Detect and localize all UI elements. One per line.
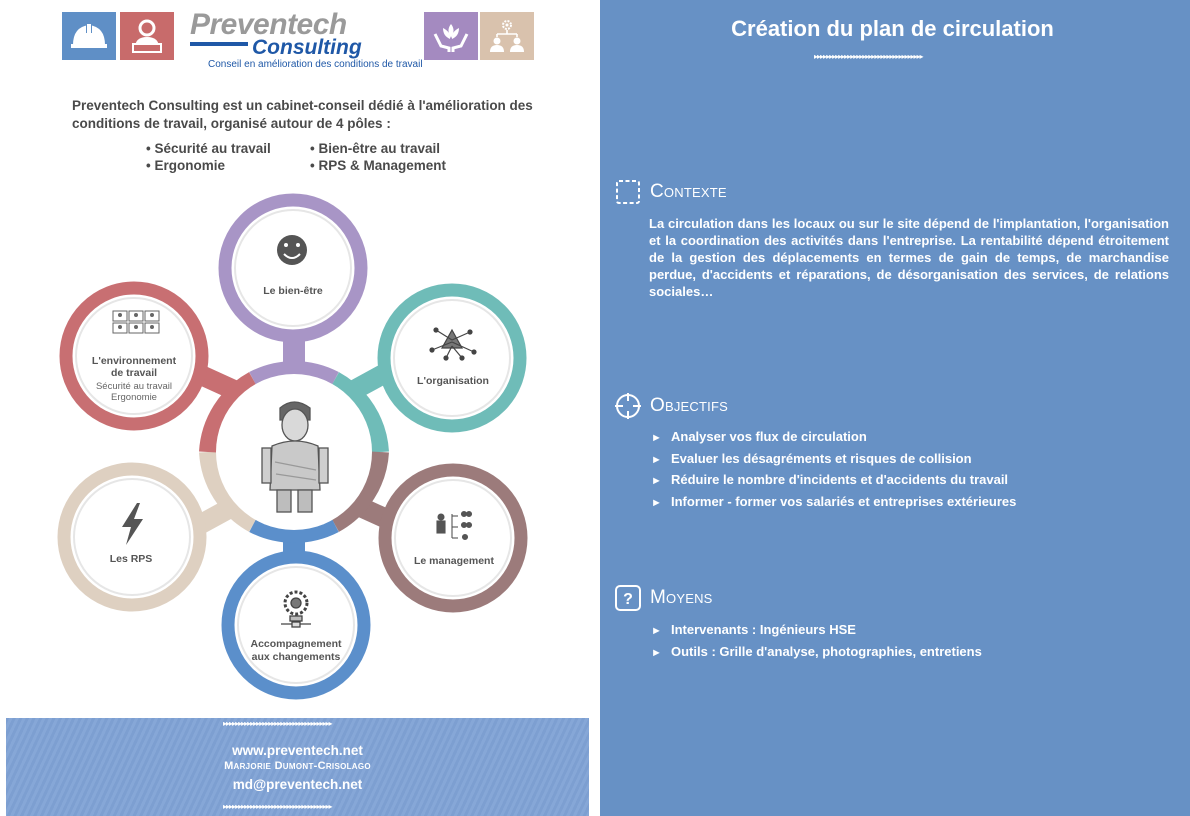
footer-email[interactable]: md@preventech.net — [232, 777, 363, 792]
list-item: ► Intervenants : Ingénieurs HSE — [651, 620, 982, 642]
brand-name: Preventech — [190, 8, 347, 41]
footer — [6, 718, 589, 816]
node-label-2: aux changements — [251, 651, 341, 663]
hands-lotus-icon — [424, 12, 478, 60]
node-label: Le bien-être — [263, 285, 323, 297]
node-bien-etre — [225, 200, 361, 336]
contact-last-name: Dumont-Crisolago — [274, 760, 371, 772]
brand-bar — [190, 42, 248, 46]
section-objectifs-header — [614, 392, 728, 420]
arrow-right-icon: ► — [651, 475, 662, 487]
moyens-list — [651, 620, 982, 663]
node-organisation — [384, 290, 520, 426]
brand-tagline: Conseil en amélioration des conditions de travail — [208, 59, 423, 70]
arrow-right-icon: ► — [651, 453, 662, 466]
people-gear-icon — [480, 12, 534, 60]
contact-first-name: Marjorie — [224, 760, 272, 772]
chevron-divider: ▸▸▸▸▸▸▸▸▸▸▸▸▸▸▸▸▸▸▸▸▸▸▸▸▸▸▸▸▸▸▸▸▸▸▸▸ — [223, 804, 332, 810]
node-label-2: de travail — [110, 367, 158, 379]
node-label: L'environnement — [91, 355, 177, 367]
node-sub: Sécurité au travail — [95, 381, 173, 392]
node-label: L'organisation — [417, 375, 489, 387]
brand-logo — [190, 8, 423, 70]
pole-item: • RPS & Management — [310, 158, 447, 173]
section-title: Contexte — [650, 181, 727, 202]
right-panel — [600, 0, 1190, 816]
intro-text: Preventech Consulting est un cabinet-conseil dédié à l'amélioration des conditions de travail, organisé autour de 4 pôles : — [72, 98, 533, 131]
node-label: Accompagnement — [250, 638, 342, 650]
svg-text:?: ? — [623, 591, 633, 608]
arrow-right-icon: ► — [651, 496, 662, 509]
arrow-right-icon: ► — [651, 625, 662, 637]
poles-diagram — [40, 180, 570, 710]
section-contexte-header — [614, 178, 727, 206]
smiley-icon — [277, 235, 307, 265]
arrow-right-icon: ► — [651, 432, 662, 444]
list-item: ► Analyser vos flux de circulation — [651, 427, 1016, 449]
node-accompagnement — [228, 557, 364, 693]
section-title: Moyens — [650, 587, 713, 608]
section-title: Objectifs — [650, 395, 728, 416]
node-label: Le management — [414, 555, 494, 567]
target-icon — [614, 392, 642, 420]
section-moyens-header — [614, 584, 713, 612]
list-item: ► Evaluer les désagréments et risques de collision — [651, 449, 1016, 471]
objectifs-list — [651, 427, 1016, 513]
pole-item: • Sécurité au travail — [146, 141, 271, 156]
footer-contact-name — [6, 760, 589, 772]
page-title: Création du plan de circulation — [731, 16, 1054, 41]
worker-laptop-icon — [120, 12, 174, 60]
chevron-divider: ▸▸▸▸▸▸▸▸▸▸▸▸▸▸▸▸▸▸▸▸▸▸▸▸▸▸▸▸▸▸▸▸▸▸▸▸ — [223, 721, 332, 727]
pole-item: • Bien-être au travail — [310, 141, 441, 156]
node-label: Les RPS — [109, 553, 153, 565]
chevron-divider: ▸▸▸▸▸▸▸▸▸▸▸▸▸▸▸▸▸▸▸▸▸▸▸▸▸▸▸▸▸▸▸▸▸▸▸▸ — [814, 54, 923, 60]
brand-sub: Consulting — [252, 36, 362, 59]
node-environnement — [66, 288, 202, 424]
list-item: ► Outils : Grille d'analyse, photographies, entretiens — [651, 642, 982, 664]
node-sub: Ergonomie — [111, 392, 157, 403]
footer-url[interactable]: www.preventech.net — [232, 743, 363, 758]
list-item: ► Réduire le nombre d'incidents et d'accidents du travail — [651, 470, 1016, 492]
frame-icon — [614, 178, 642, 206]
contexte-text: La circulation dans les locaux ou sur le site dépend de l'implantation, l'organisation et la coordination des activités dans l'entreprise. La rentabilité dépend étroitement de la gestion des déplacements en termes de gain de temps, de marchandise perdue, d'accidents et réparations, de désorganisation des services, de relations sociales… — [649, 216, 1169, 299]
node-management — [385, 470, 521, 606]
pole-item: • Ergonomie — [146, 158, 225, 173]
question-icon — [614, 584, 642, 612]
helmet-icon — [62, 12, 116, 60]
arrow-right-icon: ► — [651, 646, 662, 659]
node-rps — [64, 469, 200, 605]
list-item: ► Informer - former vos salariés et entreprises extérieures — [651, 492, 1016, 514]
